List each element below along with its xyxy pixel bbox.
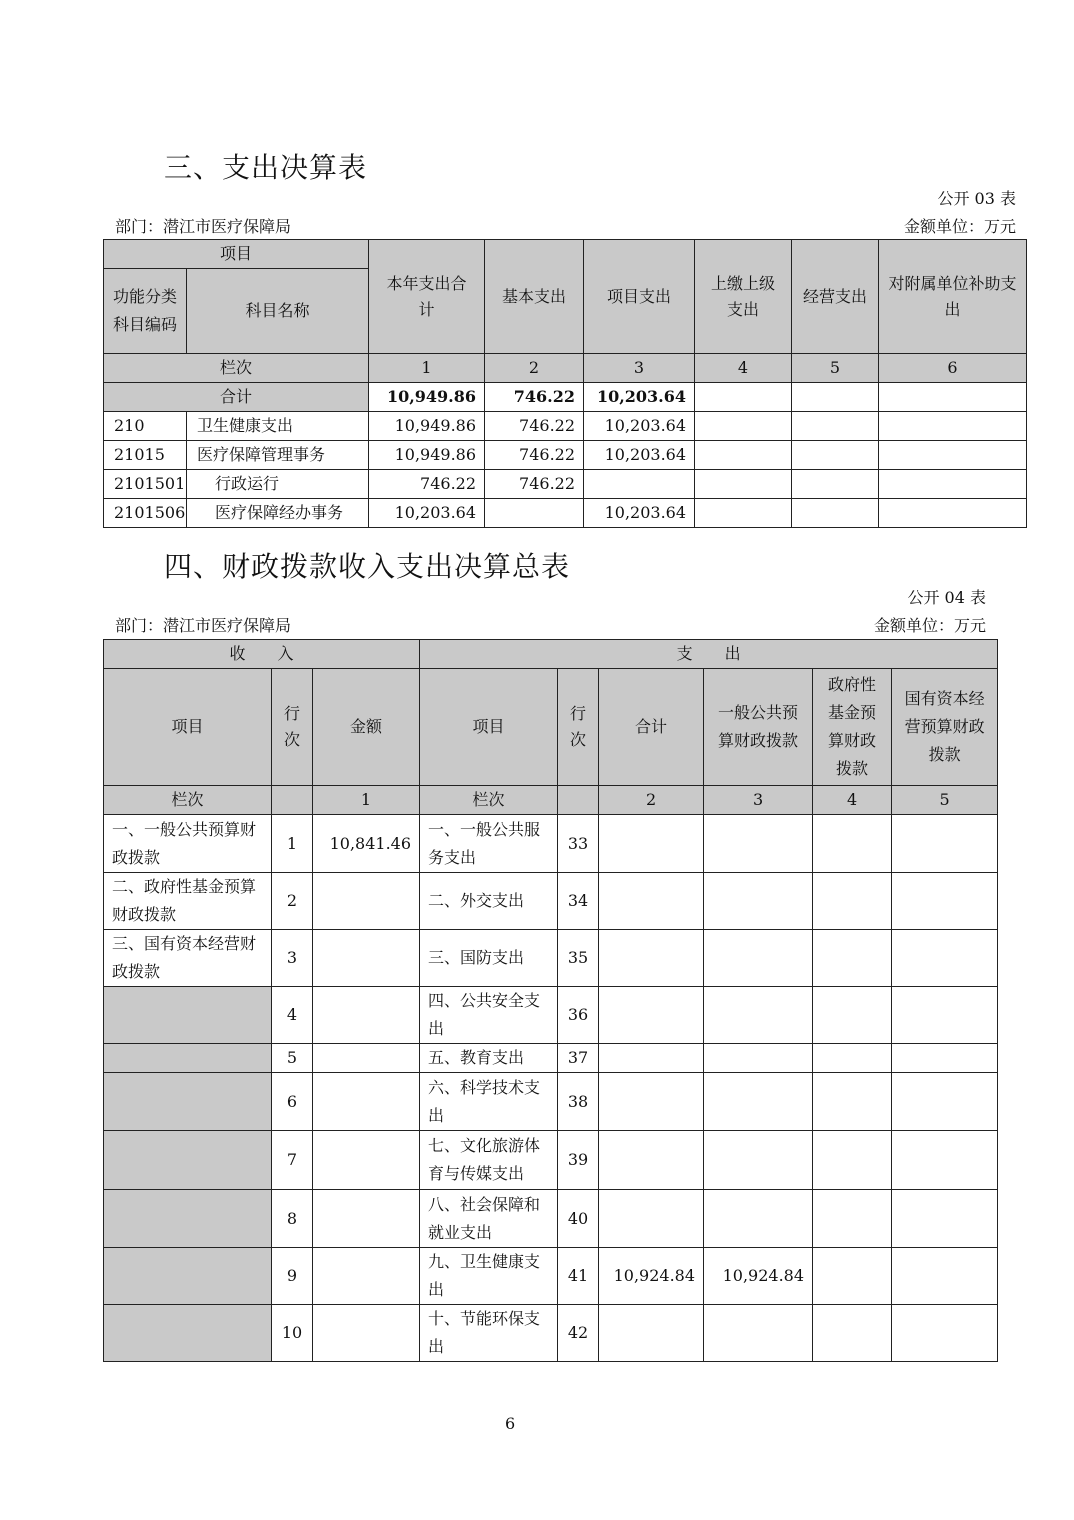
cell-value [695, 412, 792, 441]
cell-value [695, 470, 792, 499]
col-number: 3 [584, 354, 695, 383]
col-number: 5 [792, 354, 879, 383]
income-amount [313, 1190, 420, 1248]
col-number: 2 [485, 354, 584, 383]
cell-value [792, 412, 879, 441]
header-general-budget: 一般公共预算财政拨款 [704, 669, 813, 786]
expense-fund [813, 930, 892, 987]
cell-value: 10,203.64 [584, 441, 695, 470]
sum-value [695, 383, 792, 412]
col-number: 6 [879, 354, 1027, 383]
header-code: 功能分类科目编码 [104, 269, 187, 354]
appropriation-table [103, 639, 998, 1362]
expense-line: 40 [558, 1190, 599, 1248]
expense-fund [813, 873, 892, 930]
subject-code: 21015 [104, 441, 187, 470]
income-amount [313, 1248, 420, 1305]
subject-code: 210 [104, 412, 187, 441]
table-row [104, 412, 1027, 441]
cell-value: 10,949.86 [369, 412, 485, 441]
table3-dept: 部门：潜江市医疗保障局 [115, 217, 292, 236]
expense-fund [813, 1305, 892, 1362]
expense-line: 33 [558, 815, 599, 873]
expense-fund [813, 987, 892, 1044]
cell-value: 10,203.64 [369, 499, 485, 528]
header-income-item: 项目 [104, 669, 272, 786]
expense-item: 七、文化旅游体育与传媒支出 [420, 1131, 558, 1190]
header-project: 项目支出 [584, 240, 695, 354]
cell-value: 746.22 [485, 470, 584, 499]
expense-fund [813, 1190, 892, 1248]
table-row [104, 1190, 998, 1248]
expense-fund [813, 1131, 892, 1190]
expense-total: 10,924.84 [599, 1248, 704, 1305]
sum-label: 合计 [104, 383, 369, 412]
appropriation-body [104, 815, 998, 1362]
cell-value [792, 499, 879, 528]
income-amount: 10,841.46 [313, 815, 420, 873]
income-item: 二、政府性基金预算财政拨款 [104, 873, 272, 930]
table3-unit: 金额单位：万元 [903, 217, 1016, 236]
sum-value [792, 383, 879, 412]
expense-item: 六、科学技术支出 [420, 1073, 558, 1131]
expense-state [892, 930, 998, 987]
table-row [104, 470, 1027, 499]
cell-value [485, 499, 584, 528]
expense-total [599, 1305, 704, 1362]
cell-value: 746.22 [485, 412, 584, 441]
expense-state [892, 1073, 998, 1131]
cell-value [792, 441, 879, 470]
expense-item: 四、公共安全支出 [420, 987, 558, 1044]
expense-fund [813, 1248, 892, 1305]
income-item [104, 987, 272, 1044]
income-item [104, 1131, 272, 1190]
header-income: 收 入 [104, 640, 420, 669]
income-line: 5 [272, 1044, 313, 1073]
expense-total [599, 1073, 704, 1131]
subject-name: 医疗保障管理事务 [187, 441, 369, 470]
subject-name: 行政运行 [187, 470, 369, 499]
subject-name: 医疗保障经办事务 [187, 499, 369, 528]
income-item [104, 1073, 272, 1131]
col-number: 4 [695, 354, 792, 383]
header-state-capital: 国有资本经营预算财政拨款 [892, 669, 998, 786]
cell-value [584, 470, 695, 499]
expense-item: 八、社会保障和就业支出 [420, 1190, 558, 1248]
table3-code: 公开 03 表 [937, 189, 1016, 208]
income-item: 一、一般公共预算财政拨款 [104, 815, 272, 873]
income-amount [313, 987, 420, 1044]
expense-general [704, 873, 813, 930]
expense-state [892, 815, 998, 873]
cell-value [879, 470, 1027, 499]
header-amount: 金额 [313, 669, 420, 786]
expense-state [892, 1044, 998, 1073]
row-number-label: 栏次 [420, 786, 558, 815]
expense-line: 41 [558, 1248, 599, 1305]
col-number: 3 [704, 786, 813, 815]
income-line: 8 [272, 1190, 313, 1248]
expense-fund [813, 815, 892, 873]
income-line: 4 [272, 987, 313, 1044]
sum-value: 746.22 [485, 383, 584, 412]
table4-title: 四、财政拨款收入支出决算总表 [164, 550, 571, 583]
table3-title: 三、支出决算表 [164, 151, 368, 184]
income-line: 6 [272, 1073, 313, 1131]
income-item [104, 1044, 272, 1073]
col-number: 4 [813, 786, 892, 815]
expense-line: 39 [558, 1131, 599, 1190]
table-row [104, 441, 1027, 470]
header-item: 项目 [104, 240, 369, 269]
cell-value [879, 499, 1027, 528]
expense-item: 十、节能环保支出 [420, 1305, 558, 1362]
table-row [104, 499, 1027, 528]
table-row [104, 1248, 998, 1305]
header-expense: 支 出 [420, 640, 998, 669]
expense-general [704, 1131, 813, 1190]
col-number: 2 [599, 786, 704, 815]
expense-general [704, 1305, 813, 1362]
table-row [104, 815, 998, 873]
income-item: 三、国有资本经营财政拨款 [104, 930, 272, 987]
table4-unit: 金额单位：万元 [873, 616, 986, 635]
table-row [104, 987, 998, 1044]
expense-total [599, 987, 704, 1044]
income-amount [313, 873, 420, 930]
expense-total [599, 1190, 704, 1248]
expense-line: 34 [558, 873, 599, 930]
expense-table [103, 239, 1027, 528]
row-number-label: 栏次 [104, 786, 272, 815]
expense-item: 五、教育支出 [420, 1044, 558, 1073]
header-expense-item: 项目 [420, 669, 558, 786]
cell-value [792, 470, 879, 499]
expense-line: 42 [558, 1305, 599, 1362]
expense-line: 38 [558, 1073, 599, 1131]
income-line: 1 [272, 815, 313, 873]
expense-general [704, 815, 813, 873]
income-item [104, 1190, 272, 1248]
expense-total [599, 873, 704, 930]
expense-general: 10,924.84 [704, 1248, 813, 1305]
sum-value [879, 383, 1027, 412]
subject-name: 卫生健康支出 [187, 412, 369, 441]
header-name: 科目名称 [187, 269, 369, 354]
income-line: 2 [272, 873, 313, 930]
expense-state [892, 873, 998, 930]
header-fund-budget: 政府性基金预算财政拨款 [813, 669, 892, 786]
expense-item: 二、外交支出 [420, 873, 558, 930]
header-subsidy: 对附属单位补助支出 [879, 240, 1027, 354]
table-row [104, 873, 998, 930]
income-item [104, 1248, 272, 1305]
cell-value: 746.22 [369, 470, 485, 499]
blank-cell [272, 786, 313, 815]
cell-value [695, 441, 792, 470]
expense-state [892, 1131, 998, 1190]
table-row [104, 1073, 998, 1131]
income-amount [313, 930, 420, 987]
income-amount [313, 1305, 420, 1362]
income-line: 10 [272, 1305, 313, 1362]
cell-value [695, 499, 792, 528]
sum-value: 10,949.86 [369, 383, 485, 412]
expense-fund [813, 1044, 892, 1073]
expense-total [599, 1131, 704, 1190]
cell-value: 746.22 [485, 441, 584, 470]
expense-total [599, 815, 704, 873]
row-number-label: 栏次 [104, 354, 369, 383]
cell-value [879, 412, 1027, 441]
col-number: 1 [369, 354, 485, 383]
expense-general [704, 930, 813, 987]
income-amount [313, 1073, 420, 1131]
income-amount [313, 1044, 420, 1073]
subject-code: 2101501 [104, 470, 187, 499]
expense-general [704, 1073, 813, 1131]
expense-general [704, 987, 813, 1044]
expense-line: 37 [558, 1044, 599, 1073]
col-number: 5 [892, 786, 998, 815]
expense-line: 36 [558, 987, 599, 1044]
blank-cell [558, 786, 599, 815]
expense-item: 一、一般公共服务支出 [420, 815, 558, 873]
header-total: 合计 [599, 669, 704, 786]
expense-general [704, 1190, 813, 1248]
table-row [104, 1305, 998, 1362]
income-line: 3 [272, 930, 313, 987]
expense-state [892, 1248, 998, 1305]
income-amount [313, 1131, 420, 1190]
header-income-line: 行次 [272, 669, 313, 786]
expense-line: 35 [558, 930, 599, 987]
expense-item: 三、国防支出 [420, 930, 558, 987]
income-line: 7 [272, 1131, 313, 1190]
table-row [104, 930, 998, 987]
expense-item: 九、卫生健康支出 [420, 1248, 558, 1305]
page-number: 6 [505, 1414, 516, 1433]
cell-value: 10,949.86 [369, 441, 485, 470]
cell-value: 10,203.64 [584, 499, 695, 528]
expense-general [704, 1044, 813, 1073]
header-total: 本年支出合计 [369, 240, 485, 354]
header-basic: 基本支出 [485, 240, 584, 354]
table4-dept: 部门：潜江市医疗保障局 [115, 616, 292, 635]
income-item [104, 1305, 272, 1362]
income-line: 9 [272, 1248, 313, 1305]
header-business: 经营支出 [792, 240, 879, 354]
table-row [104, 1131, 998, 1190]
cell-value: 10,203.64 [584, 412, 695, 441]
expense-state [892, 1305, 998, 1362]
header-expense-line: 行次 [558, 669, 599, 786]
subject-code: 2101506 [104, 499, 187, 528]
table4-code: 公开 04 表 [907, 588, 986, 607]
expense-state [892, 987, 998, 1044]
expense-total [599, 1044, 704, 1073]
cell-value [879, 441, 1027, 470]
header-upper: 上缴上级支出 [695, 240, 792, 354]
sum-value: 10,203.64 [584, 383, 695, 412]
col-number: 1 [313, 786, 420, 815]
expense-total [599, 930, 704, 987]
table-row [104, 1044, 998, 1073]
expense-state [892, 1190, 998, 1248]
expense-fund [813, 1073, 892, 1131]
